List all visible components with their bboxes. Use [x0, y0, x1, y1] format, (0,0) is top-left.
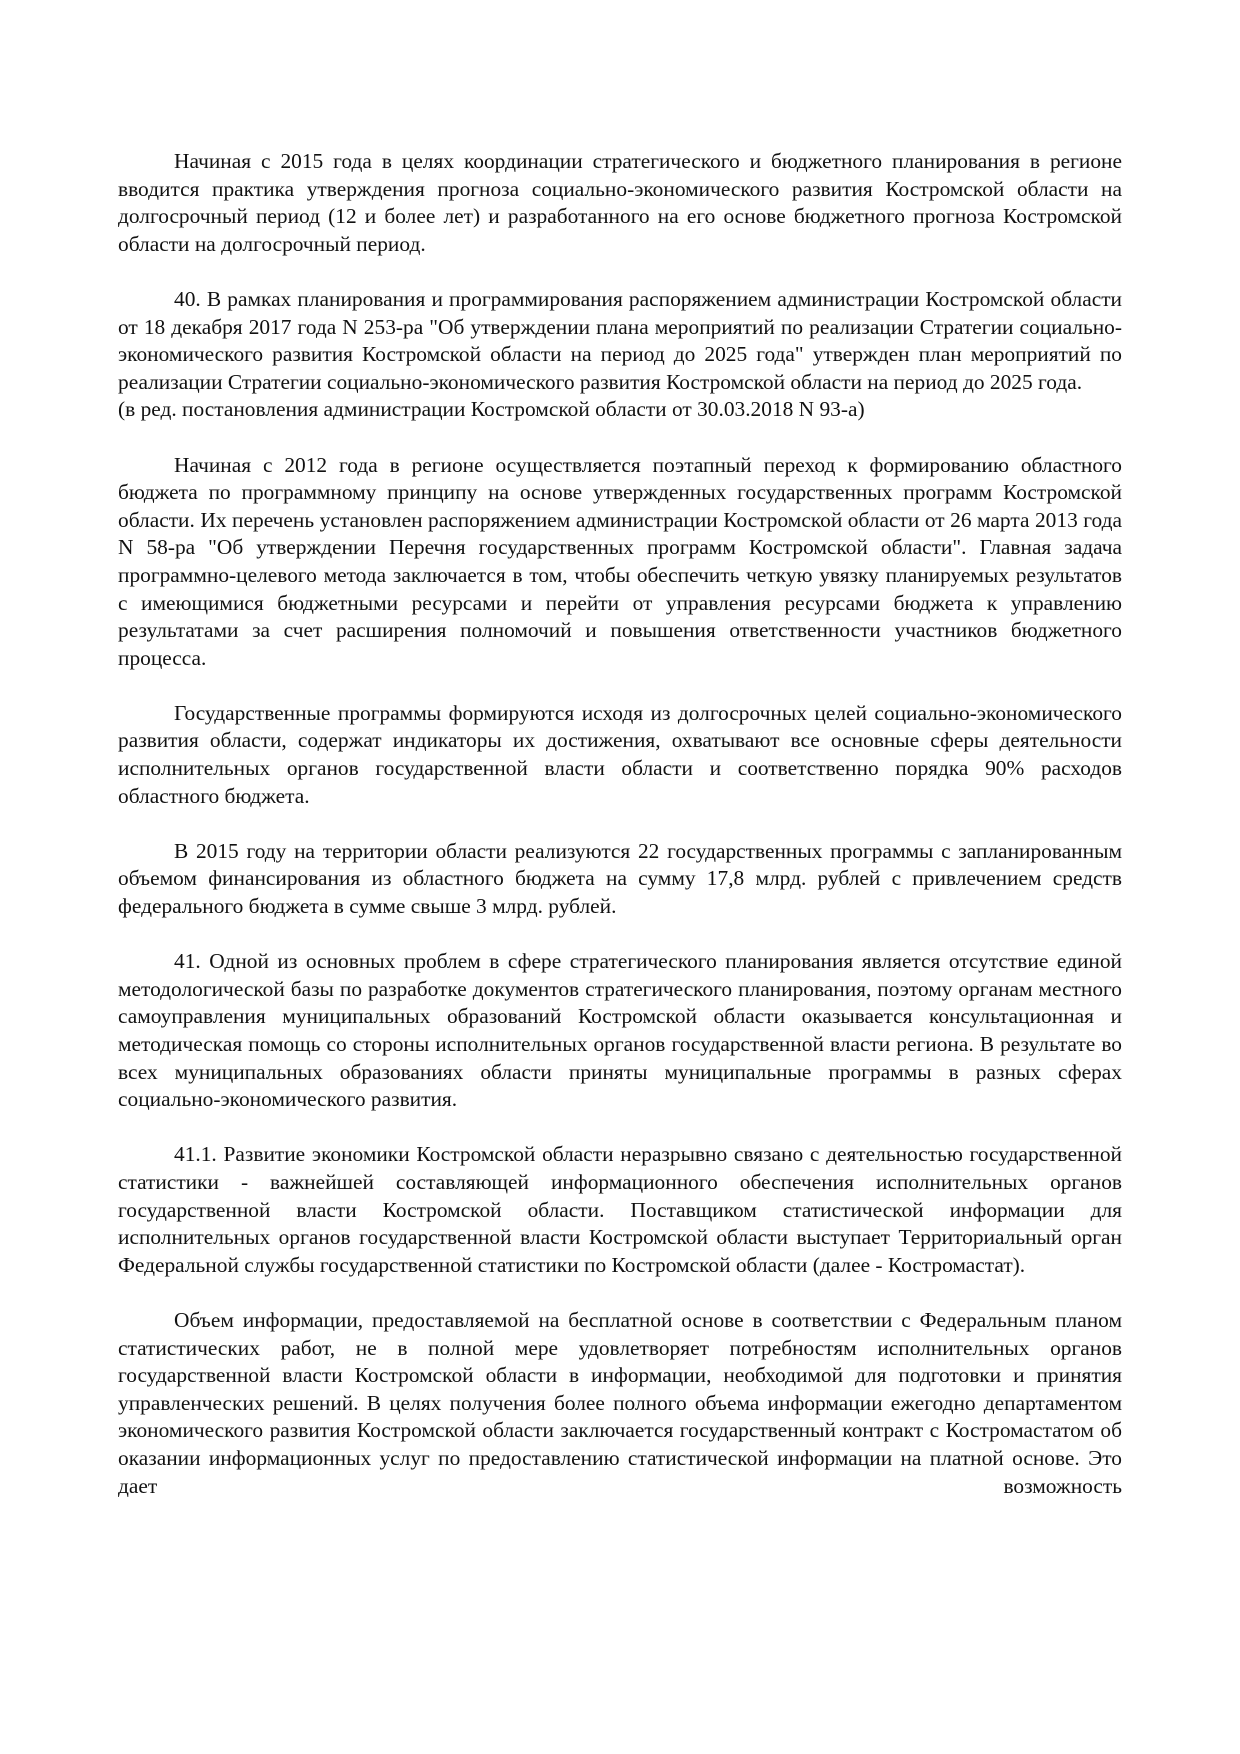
document-page: [118, 148, 1122, 1500]
paragraph-40-strategy-plan: 40. В рамках планирования и программирования распоряжением администрации Костромской области от 18 декабря 2017 года N 253-ра "Об утверждении плана мероприятий по реализации Стратегии социально-экономического развития Костромской области на период до 2025 года" утвержден план мероприятий по реализации Стратегии социально-экономического развития Костромской области на период до 2025 года.: [118, 286, 1122, 394]
paragraph-information-volume: Объем информации, предоставляемой на бесплатной основе в соответствии с Федеральным планом статистических работ, не в полной мере удовлетворяет потребностям исполнительных органов государственной власти Костромской области в информации, необходимой для подготовки и принятия управленческих решений. В целях получения более полного объема информации ежегодно департаментом экономического развития Костромской области заключается государственный контракт с Костромастатом об оказании информационных услуг по предоставлению статистической информации на платной основе. Это дает возможность: [118, 1307, 1122, 1498]
paragraph-40-amendment-note: (в ред. постановления администрации Костромской области от 30.03.2018 N 93-а): [118, 397, 865, 422]
paragraph-state-programs: Государственные программы формируются исходя из долгосрочных целей социально-экономического развития области, содержат индикаторы их достижения, охватывают все основные сферы деятельности исполнительных органов государственной власти области и соответственно порядка 90% расходов областного бюджета.: [118, 700, 1122, 808]
paragraph-forecast-2015: Начиная с 2015 года в целях координации стратегического и бюджетного планирования в регионе вводится практика утверждения прогноза социально-экономического развития Костромской области на долгосрочный период (12 и более лет) и разработанного на его основе бюджетного прогноза Костромской области на долгосрочный период.: [118, 149, 1122, 256]
paragraph-2015-programs: В 2015 году на территории области реализуются 22 государственных программы с запланированным объемом финансирования из областного бюджета на сумму 17,8 млрд. рублей с привлечением средств федерального бюджета в сумме свыше 3 млрд. рублей.: [118, 838, 1122, 919]
paragraph-41-methodology: 41. Одной из основных проблем в сфере стратегического планирования является отсутствие единой методологической базы по разработке документов стратегического планирования, поэтому органам местного самоуправления муниципальных образований Костромской области оказывается консультационная и методическая помощь со стороны исполнительных органов государственной власти региона. В результате во всех муниципальных образованиях области приняты муниципальные программы в разных сферах социально-экономического развития.: [118, 949, 1122, 1112]
paragraph-41-1-statistics: 41.1. Развитие экономики Костромской области неразрывно связано с деятельностью государственной статистики - важнейшей составляющей информационного обеспечения исполнительных органов государственной власти Костромской области. Поставщиком статистической информации для исполнительных органов государственной власти Костромской области выступает Территориальный орган Федеральной службы государственной статистики по Костромской области (далее - Костромастат).: [118, 1142, 1122, 1277]
paragraph-program-budget-2012: Начиная с 2012 года в регионе осуществляется поэтапный переход к формированию областного бюджета по программному принципу на основе утвержденных государственных программ Костромской области. Их перечень установлен распоряжением администрации Костромской области от 26 марта 2013 года N 58-ра "Об утверждении Перечня государственных программ Костромской области". Главная задача программно-целевого метода заключается в том, чтобы обеспечить четкую увязку планируемых результатов с имеющимися бюджетными ресурсами и перейти от управления ресурсами бюджета к управлению результатами за счет расширения полномочий и повышения ответственности участников бюджетного процесса.: [118, 452, 1122, 670]
